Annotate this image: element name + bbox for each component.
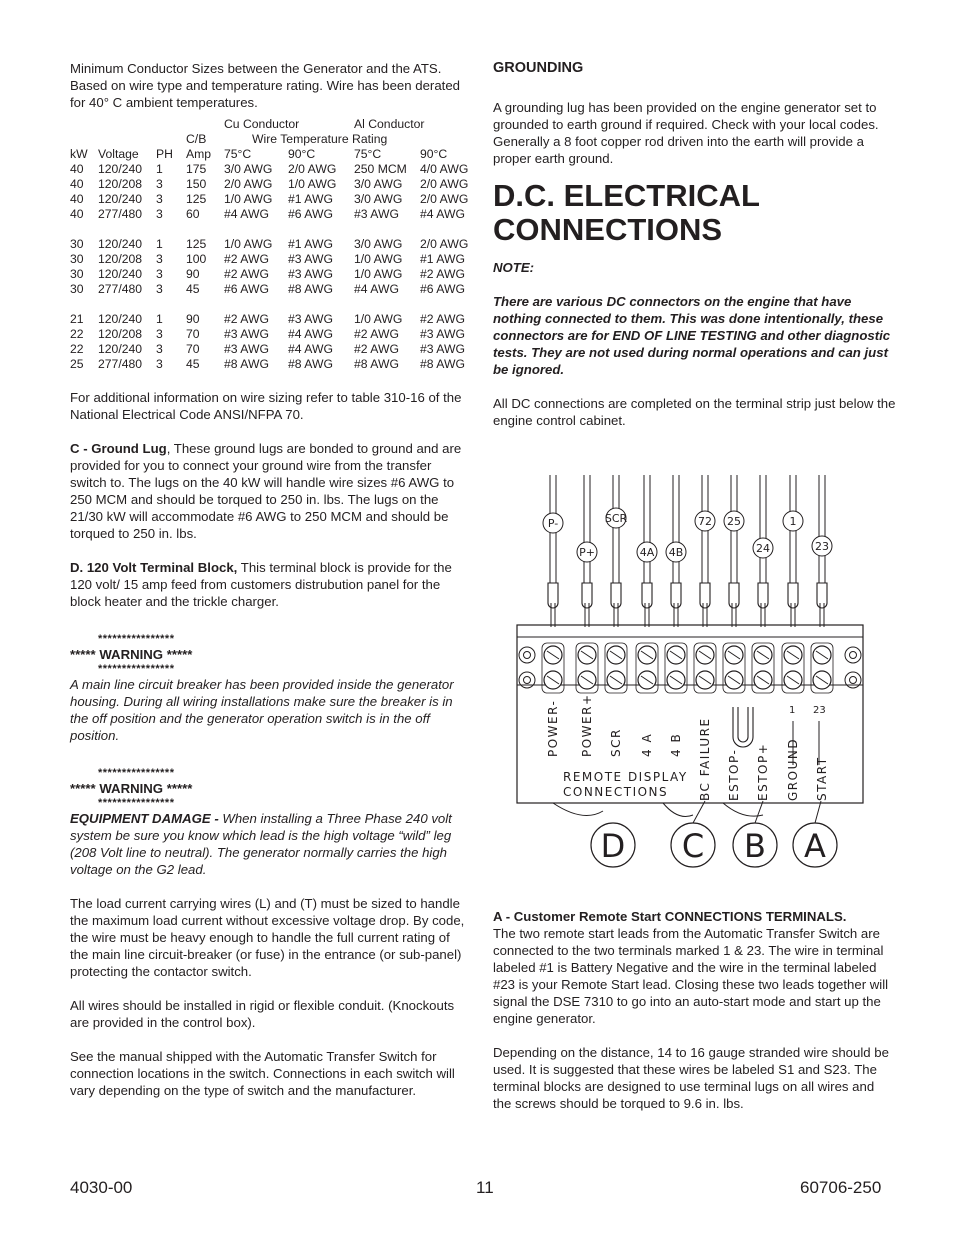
nec-reference: For additional information on wire sizing refer to table 310-16 of the National Electrical Code ANSI/NFPA 70. bbox=[70, 390, 462, 422]
cb-header: C/B bbox=[186, 132, 207, 146]
table-cell: 150 bbox=[186, 177, 207, 191]
table-header-cell: Voltage bbox=[98, 147, 139, 161]
terminal-label: GROUND bbox=[786, 737, 800, 801]
table-cell: 120/208 bbox=[98, 327, 143, 341]
wire-tag-label: 24 bbox=[756, 542, 770, 555]
terminal-label: 4 A bbox=[640, 732, 654, 757]
ats-manual-paragraph: See the manual shipped with the Automatic Transfer Switch for connection locations in the switch. Connections in each switch will vary depending on the type of switch and the manufacturer. bbox=[70, 1049, 455, 1098]
table-cell: 40 bbox=[70, 192, 84, 206]
table-cell: #3 AWG bbox=[354, 207, 399, 221]
table-cell: #1 AWG bbox=[288, 192, 333, 206]
table-cell: 120/240 bbox=[98, 162, 143, 176]
warning-stars: **************** bbox=[98, 767, 175, 779]
terminal-block-text: This terminal block is provide for the 120 volt/ 15 amp feed from customers distrubution panel for the block heater and the trickle charger. bbox=[70, 560, 452, 609]
wire-tag-label: 4A bbox=[639, 546, 655, 559]
terminal-screw bbox=[811, 643, 833, 693]
wire-tag-label: P- bbox=[547, 517, 559, 530]
table-cell: 1/0 AWG bbox=[288, 177, 337, 191]
terminal-label: 4 B bbox=[669, 732, 683, 757]
callout-a bbox=[793, 823, 837, 867]
strip-mark-23: 23 bbox=[813, 705, 826, 716]
warning-title: ***** WARNING ***** bbox=[70, 781, 193, 796]
table-header-cell: Amp bbox=[186, 147, 212, 161]
terminal-lug bbox=[611, 583, 621, 608]
wire-tag bbox=[695, 511, 715, 531]
table-cell: 2/0 AWG bbox=[288, 162, 337, 176]
table-cell: #2 AWG bbox=[420, 267, 465, 281]
warning-stars: **************** bbox=[98, 797, 175, 809]
warning-block-1 bbox=[70, 633, 470, 676]
table-cell: 3/0 AWG bbox=[354, 177, 403, 191]
table-cell: 2/0 AWG bbox=[420, 237, 469, 251]
table-cell: 40 bbox=[70, 162, 84, 176]
table-cell: 277/480 bbox=[98, 357, 143, 371]
footer-doc-number: 4030-00 bbox=[70, 1178, 133, 1197]
terminal-strip-diagram bbox=[493, 475, 903, 875]
table-cell: #3 AWG bbox=[224, 327, 269, 341]
wire-tag-label: SCR bbox=[604, 512, 628, 525]
table-cell: 30 bbox=[70, 267, 84, 281]
table-cell: #3 AWG bbox=[420, 342, 465, 356]
table-cell: 90 bbox=[186, 312, 200, 326]
callout-letter: C bbox=[681, 827, 705, 865]
note-text: There are various DC connectors on the engine that have nothing connected to them. This was done intentionally, these connectors are for END OF LINE TESTING and other diagnostic tests. They are not used during normal operations and can just be ignored. bbox=[493, 294, 891, 377]
terminal-block-paragraph bbox=[70, 559, 470, 610]
table-row bbox=[70, 162, 468, 177]
al-conductor-header: Al Conductor bbox=[354, 117, 425, 131]
terminal-lug bbox=[817, 583, 827, 608]
terminal-label: POWER- bbox=[546, 699, 560, 757]
cu-conductor-header: Cu Conductor bbox=[224, 117, 300, 131]
table-cell: 3 bbox=[156, 282, 163, 296]
table-cell: 277/480 bbox=[98, 207, 143, 221]
table-cell: 30 bbox=[70, 252, 84, 266]
callout-pointers bbox=[693, 801, 821, 823]
wire-tag bbox=[577, 542, 597, 562]
table-cell: 70 bbox=[186, 327, 200, 341]
terminal-lug bbox=[582, 583, 592, 608]
ground-lug-title: C - Ground Lug bbox=[70, 441, 167, 456]
table-row bbox=[70, 237, 468, 252]
table-cell: #8 AWG bbox=[224, 357, 269, 371]
grounding-text: A grounding lug has been provided on the engine generator set to grounded to earth ground if required. Check with your local codes. Generally a 8 foot copper rod driven into the earth will provide a proper earth ground. bbox=[493, 100, 879, 166]
terminal-lug bbox=[729, 583, 739, 608]
table-cell: 120/240 bbox=[98, 267, 143, 281]
table-cell: 3 bbox=[156, 252, 163, 266]
table-cell: #4 AWG bbox=[354, 282, 399, 296]
table-cell: 1 bbox=[156, 312, 163, 326]
wire-tag-label: 23 bbox=[815, 540, 829, 553]
table-cell: #3 AWG bbox=[288, 267, 333, 281]
table-cell: 30 bbox=[70, 237, 84, 251]
terminal-screw bbox=[605, 643, 627, 693]
table-cell: 175 bbox=[186, 162, 207, 176]
table-cell: #2 AWG bbox=[354, 327, 399, 341]
warning-stars: **************** bbox=[98, 633, 175, 645]
table-header-cell: 75°C bbox=[354, 147, 382, 161]
table-cell: 1/0 AWG bbox=[224, 192, 273, 206]
terminal-screw bbox=[723, 643, 745, 693]
wire-size-table bbox=[70, 117, 468, 372]
table-cell: 3 bbox=[156, 327, 163, 341]
table-cell: #2 AWG bbox=[224, 312, 269, 326]
table-cell: #4 AWG bbox=[420, 207, 465, 221]
table-cell: 125 bbox=[186, 192, 207, 206]
left-column bbox=[70, 60, 470, 1099]
table-cell: 2/0 AWG bbox=[224, 177, 273, 191]
right-column-bottom bbox=[493, 908, 893, 1112]
terminal-block-title: D. 120 Volt Terminal Block, bbox=[70, 560, 238, 575]
table-cell: 3 bbox=[156, 357, 163, 371]
table-header-cell: 75°C bbox=[224, 147, 252, 161]
wire-tag-label: 4B bbox=[668, 546, 684, 559]
table-cell: 3 bbox=[156, 342, 163, 356]
table-header-cell: 90°C bbox=[420, 147, 448, 161]
wire-tag-label: 72 bbox=[698, 515, 712, 528]
table-cell: #4 AWG bbox=[288, 342, 333, 356]
table-cell: #3 AWG bbox=[224, 342, 269, 356]
connections-label: CONNECTIONS bbox=[563, 785, 669, 799]
terminal-label: ESTOP- bbox=[727, 748, 741, 801]
terminal-lug bbox=[671, 583, 681, 608]
grounding-heading: GROUNDING bbox=[493, 60, 584, 76]
table-cell: #8 AWG bbox=[354, 357, 399, 371]
terminal-lugs bbox=[548, 583, 827, 627]
equipment-damage-title: EQUIPMENT DAMAGE - bbox=[70, 811, 219, 826]
terminal-screw bbox=[782, 643, 804, 693]
table-row bbox=[70, 177, 468, 192]
table-cell: 250 MCM bbox=[354, 162, 407, 176]
table-cell: 1/0 AWG bbox=[354, 252, 403, 266]
terminal-screw bbox=[752, 643, 774, 693]
remote-start-text: The two remote start leads from the Automatic Transfer Switch are connected to the two terminals marked 1 & 23. The wire in terminal labeled #1 is Battery Negative and the wire in the terminal labeled #23 is your Remote Start lead. Closing these two leads together will signal the DSE 7310 to go into an auto-start mode and start up the engine generator. bbox=[493, 926, 889, 1026]
terminal-screw bbox=[665, 643, 687, 693]
table-cell: 45 bbox=[186, 357, 200, 371]
table-cell: 90 bbox=[186, 267, 200, 281]
table-cell: #6 AWG bbox=[224, 282, 269, 296]
warning-block-2 bbox=[70, 767, 470, 810]
wire-gauge-text: Depending on the distance, 14 to 16 gauge stranded wire should be used. It is suggested that these wires be labeled S1 and S23. The terminal blocks are designed to use terminal lugs on all wires and the screws should be torqued to 9.6 in. lbs. bbox=[493, 1045, 889, 1111]
table-header-cell: PH bbox=[156, 147, 173, 161]
estop-jumper-inner bbox=[738, 707, 748, 742]
terminal-lug bbox=[700, 583, 710, 608]
wire-size-intro: Minimum Conductor Sizes between the Generator and the ATS. Based on wire type and temperature rating. Wire has been derated for 40° C ambient temperatures. bbox=[70, 61, 460, 110]
terminal-label: SCR bbox=[609, 728, 623, 757]
table-cell: 1 bbox=[156, 237, 163, 251]
table-cell: 3 bbox=[156, 192, 163, 206]
wire-tag bbox=[637, 542, 657, 562]
callout-d bbox=[591, 823, 635, 867]
table-cell: 3 bbox=[156, 207, 163, 221]
table-cell: 120/208 bbox=[98, 252, 143, 266]
table-cell: 45 bbox=[186, 282, 200, 296]
dc-connections-text: All DC connections are completed on the terminal strip just below the engine control cabinet. bbox=[493, 396, 896, 428]
table-cell: 100 bbox=[186, 252, 207, 266]
note-label: NOTE: bbox=[493, 260, 535, 275]
table-cell: 22 bbox=[70, 327, 84, 341]
terminal-lug bbox=[642, 583, 652, 608]
ground-lug-paragraph bbox=[70, 440, 470, 542]
table-row bbox=[70, 357, 468, 372]
table-cell: #6 AWG bbox=[420, 282, 465, 296]
table-cell: #6 AWG bbox=[288, 207, 333, 221]
footer-page-number: 11 bbox=[476, 1178, 494, 1197]
wire-tag-label: P+ bbox=[579, 546, 595, 559]
table-cell: 22 bbox=[70, 342, 84, 356]
table-cell: 120/240 bbox=[98, 342, 143, 356]
terminal-label: ESTOP+ bbox=[756, 742, 770, 801]
table-cell: #1 AWG bbox=[420, 252, 465, 266]
table-cell: 1/0 AWG bbox=[224, 237, 273, 251]
callout-b bbox=[733, 823, 777, 867]
ground-lug-text: , These ground lugs are bonded to ground and are provided for you to connect your ground wire from the transfer switch to. The lugs on the 40 kW will handle wire sizes #6 AWG to 250 MCM and should be torqued to 250 in. lbs. The lugs on the 21/30 kW will accommodate #6 AWG to 250 MCM and should be torqued to 250 in. lbs. bbox=[70, 441, 462, 541]
warning-1-text: A main line circuit breaker has been provided inside the generator housing. During all wiring installations make sure the breaker is in the off position and the generator operation switch is in the off position. bbox=[70, 677, 454, 743]
table-cell: #2 AWG bbox=[354, 342, 399, 356]
warning-title: ***** WARNING ***** bbox=[70, 647, 193, 662]
table-cell: #2 AWG bbox=[224, 252, 269, 266]
table-cell: #4 AWG bbox=[224, 207, 269, 221]
table-cell: 2/0 AWG bbox=[420, 177, 469, 191]
load-wires-paragraph: The load current carrying wires (L) and (T) must be sized to handle the maximum load current without excessive voltage drop. By code, the wire must be heavy enough to handle the full current rating of the main line circuit-breaker (or fuse) in the entrance (or sub-panel) protecting the contactor switch. bbox=[70, 896, 465, 979]
mounting-screw-right bbox=[845, 647, 861, 688]
wire-tag bbox=[605, 508, 628, 528]
terminal-label: BC FAILURE bbox=[698, 717, 712, 801]
wire-tag bbox=[543, 513, 563, 533]
table-row bbox=[70, 192, 468, 207]
equipment-damage-paragraph bbox=[70, 810, 470, 878]
table-header-row bbox=[70, 147, 468, 162]
table-cell: #8 AWG bbox=[288, 282, 333, 296]
wire-tag-label: 1 bbox=[789, 515, 797, 528]
wire-tag bbox=[753, 538, 773, 558]
table-cell: #8 AWG bbox=[288, 357, 333, 371]
table-header-cell: kW bbox=[70, 147, 88, 161]
mounting-screw-left bbox=[519, 647, 535, 688]
table-cell: 25 bbox=[70, 357, 84, 371]
table-row bbox=[70, 282, 468, 297]
table-cell: 21 bbox=[70, 312, 84, 326]
table-cell: 120/208 bbox=[98, 177, 143, 191]
table-cell: 3/0 AWG bbox=[224, 162, 273, 176]
callout-letter: B bbox=[744, 827, 766, 865]
table-row bbox=[70, 312, 468, 327]
table-cell: 4/0 AWG bbox=[420, 162, 469, 176]
wire-tag bbox=[666, 542, 686, 562]
table-cell: 3 bbox=[156, 177, 163, 191]
table-cell: #2 AWG bbox=[420, 312, 465, 326]
table-row bbox=[70, 207, 468, 222]
table-cell: 3/0 AWG bbox=[354, 237, 403, 251]
terminal-lug bbox=[548, 583, 558, 608]
table-cell: 120/240 bbox=[98, 312, 143, 326]
strip-mark-1: 1 bbox=[789, 705, 796, 716]
table-body bbox=[70, 162, 468, 372]
terminal-screw bbox=[542, 643, 564, 693]
callout-letter: A bbox=[804, 827, 826, 865]
table-cell: 277/480 bbox=[98, 282, 143, 296]
table-cell: #8 AWG bbox=[420, 357, 465, 371]
remote-display-label: REMOTE DISPLAY bbox=[563, 770, 688, 784]
table-cell: #4 AWG bbox=[288, 327, 333, 341]
equipment-damage-text: When installing a Three Phase 240 volt system be sure you know which lead is the high voltage “wild” leg (208 Volt line to neutral). The generator normally carries the high voltage on the G2 lead. bbox=[70, 811, 452, 877]
table-cell: 1 bbox=[156, 162, 163, 176]
terminal-screw bbox=[694, 643, 716, 693]
table-row bbox=[70, 327, 468, 342]
table-cell: 30 bbox=[70, 282, 84, 296]
table-row bbox=[70, 267, 468, 282]
callout-arcs bbox=[553, 803, 763, 817]
table-cell: #3 AWG bbox=[288, 312, 333, 326]
table-spacer bbox=[70, 297, 468, 312]
table-row bbox=[70, 252, 468, 267]
wire-leads bbox=[543, 475, 832, 583]
warning-stars: **************** bbox=[98, 663, 175, 675]
conduit-paragraph: All wires should be installed in rigid or flexible conduit. (Knockouts are provided in the control box). bbox=[70, 998, 455, 1030]
table-row bbox=[70, 342, 468, 357]
table-cell: 1/0 AWG bbox=[354, 312, 403, 326]
terminal-label: START bbox=[815, 756, 829, 801]
table-spacer bbox=[70, 222, 468, 237]
terminal-lug bbox=[758, 583, 768, 608]
table-cell: 1/0 AWG bbox=[354, 267, 403, 281]
temp-rating-header: Wire Temperature Rating bbox=[252, 132, 388, 146]
table-cell: 125 bbox=[186, 237, 207, 251]
terminal-screw bbox=[636, 643, 658, 693]
wire-tag-label: 25 bbox=[727, 515, 741, 528]
callout-letter: D bbox=[600, 827, 626, 865]
estop-jumper bbox=[733, 707, 753, 747]
table-header-cell: 90°C bbox=[288, 147, 316, 161]
table-cell: #1 AWG bbox=[288, 237, 333, 251]
callout-c bbox=[671, 823, 715, 867]
footer-part-number: 60706-250 bbox=[800, 1178, 882, 1197]
table-cell: 60 bbox=[186, 207, 200, 221]
table-cell: 2/0 AWG bbox=[420, 192, 469, 206]
table-cell: 40 bbox=[70, 177, 84, 191]
dc-electrical-title: D.C. ELECTRICAL CONNECTIONS bbox=[493, 178, 760, 247]
table-cell: 120/240 bbox=[98, 192, 143, 206]
terminal-screw bbox=[576, 643, 598, 693]
table-cell: 70 bbox=[186, 342, 200, 356]
right-column bbox=[493, 60, 903, 429]
callouts bbox=[591, 801, 837, 867]
terminal-lug bbox=[788, 583, 798, 608]
table-cell: 40 bbox=[70, 207, 84, 221]
wire-tag bbox=[812, 536, 832, 556]
table-cell: #2 AWG bbox=[224, 267, 269, 281]
remote-start-title: A - Customer Remote Start CONNECTIONS TERMINALS. bbox=[493, 909, 847, 924]
terminal-label: POWER+ bbox=[580, 693, 594, 757]
table-cell: 120/240 bbox=[98, 237, 143, 251]
table-cell: #3 AWG bbox=[288, 252, 333, 266]
wire-tag bbox=[783, 511, 803, 531]
table-cell: 3 bbox=[156, 267, 163, 281]
wire-tag bbox=[724, 511, 744, 531]
table-cell: 3/0 AWG bbox=[354, 192, 403, 206]
table-cell: #3 AWG bbox=[420, 327, 465, 341]
